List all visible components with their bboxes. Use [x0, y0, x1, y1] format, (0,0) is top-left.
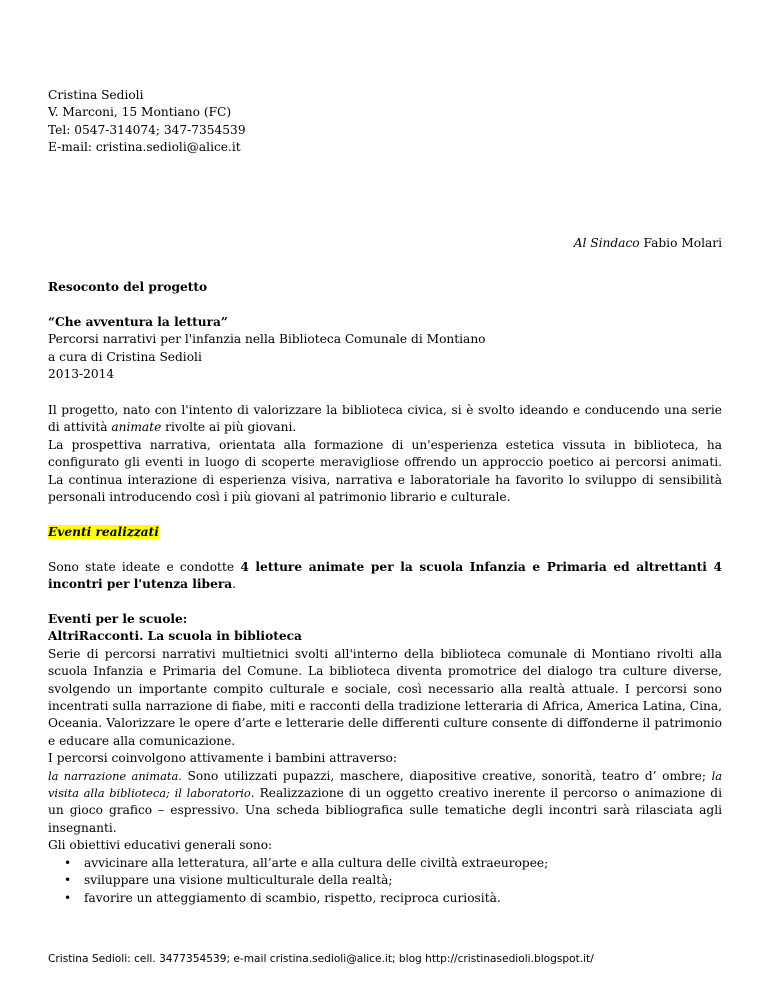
intro-p1-text-b: rivolte ai più giovani.: [161, 420, 297, 435]
report-title-block: [48, 314, 722, 384]
events-heading: Eventi realizzati: [48, 525, 159, 539]
list-item: • avvicinare alla letteratura, all’arte e alla cultura delle civiltà extraeuropee;: [84, 855, 722, 872]
schools-paragraph-2: I percorsi coinvolgono attivamente i bambini attraverso:: [48, 751, 397, 766]
schools-project-title: AltriRacconti. La scuola in biblioteca: [48, 629, 302, 644]
sender-name: Cristina Sedioli: [48, 88, 144, 102]
schools-p3-emphasis-1: la narrazione animata.: [48, 768, 182, 783]
schools-p3-text-b: . Realizzazione di un oggetto creativo inerente il percorso o animazione di un gioco grafico – espressivo. Una scheda bibliografica sulle tematiche degli incontri sarà rilasciata agli insegnanti.: [48, 786, 722, 835]
report-years: 2013-2014: [48, 367, 115, 382]
schools-section: [48, 611, 722, 907]
schools-p3-text-a: Sono utilizzati pupazzi, maschere, diapositive creative, sonorità, teatro d’ ombre;: [181, 768, 712, 783]
schools-paragraph-1: Serie di percorsi narrativi multietnici svolti all'interno della biblioteca comunale di Montiano rivolti alla scuola Infanzia e Primaria del Comune. La biblioteca diventa promotrice del dialogo tra culture diverse, svolgendo un importante compito culturale e sociale, così necessario alla realtà attuale. I percorsi sono incentrati sulla narrazione di fiabe, miti e racconti della tradizione letteraria di Africa, America Latina, Cina, Oceania. Valorizzare le opere d’arte e letterarie delle differenti culture consente di diffonderne il patrimonio e educare alla comunicazione.: [48, 646, 722, 748]
intro-paragraph-1: [48, 402, 722, 437]
intro-block: [48, 402, 722, 506]
list-item: • sviluppare una visione multiculturale della realtà;: [84, 872, 722, 889]
objectives-list: [48, 855, 722, 907]
report-subtitle: Percorsi narrativi per l'infanzia nella Biblioteca Comunale di Montiano: [48, 332, 486, 347]
events-summary-text-c: .: [232, 577, 237, 592]
schools-p3-emphasis-2: la visita alla biblioteca; il laboratorio: [48, 768, 722, 801]
schools-paragraph-4: Gli obiettivi educativi generali sono:: [48, 838, 273, 853]
report-heading: Resoconto del progetto: [48, 280, 208, 294]
events-summary-text-a: Sono state ideate e condotte: [48, 560, 241, 574]
events-heading-line: [48, 524, 722, 541]
recipient-name: Fabio Molari: [639, 236, 722, 250]
sender-phone: Tel: 0547-314074; 347-7354539: [48, 122, 246, 137]
report-curator: a cura di Cristina Sedioli: [48, 349, 202, 364]
intro-paragraph-2: La prospettiva narrativa, orientata alla formazione di un'esperienza estetica vissuta in biblioteca, ha configurato gli eventi in luogo di scoperte meravigliose offrendo un approccio poetico ai percorsi animati. La continua interazione di esperienza visiva, narrativa e laboratoriale ha favorito lo sviluppo di sensibilità personali introducendo così i più giovani al patrimonio librario e culturale.: [48, 437, 722, 505]
schools-paragraph-3: [48, 768, 722, 838]
recipient-role: Al Sindaco: [573, 236, 640, 250]
events-summary-bold: 4 letture animate per la scuola Infanzia e Primaria ed altrettanti 4 incontri per l'utenza libera: [48, 560, 722, 592]
sender-address: V. Marconi, 15 Montiano (FC): [48, 105, 232, 120]
report-title: “Che avventura la lettura”: [48, 315, 228, 329]
recipient-line: [48, 235, 722, 252]
sender-block: [48, 87, 722, 157]
list-item: • favorire un atteggiamento di scambio, rispetto, reciproca curiosità.: [84, 890, 722, 907]
schools-heading: Eventi per le scuole:: [48, 612, 188, 626]
intro-p1-text-a: Il progetto, nato con l'intento di valorizzare la biblioteca civica, si è svolto ideando e conducendo una serie di attività: [48, 403, 722, 435]
page-footer: Cristina Sedioli: cell. 3477354539; e-mail cristina.sedioli@alice.it; blog http://cristinasedioli.blogspot.it/: [48, 953, 594, 965]
events-summary: [48, 559, 722, 594]
sender-email: E-mail: cristina.sedioli@alice.it: [48, 140, 241, 155]
intro-p1-emphasis: animate: [111, 420, 162, 435]
